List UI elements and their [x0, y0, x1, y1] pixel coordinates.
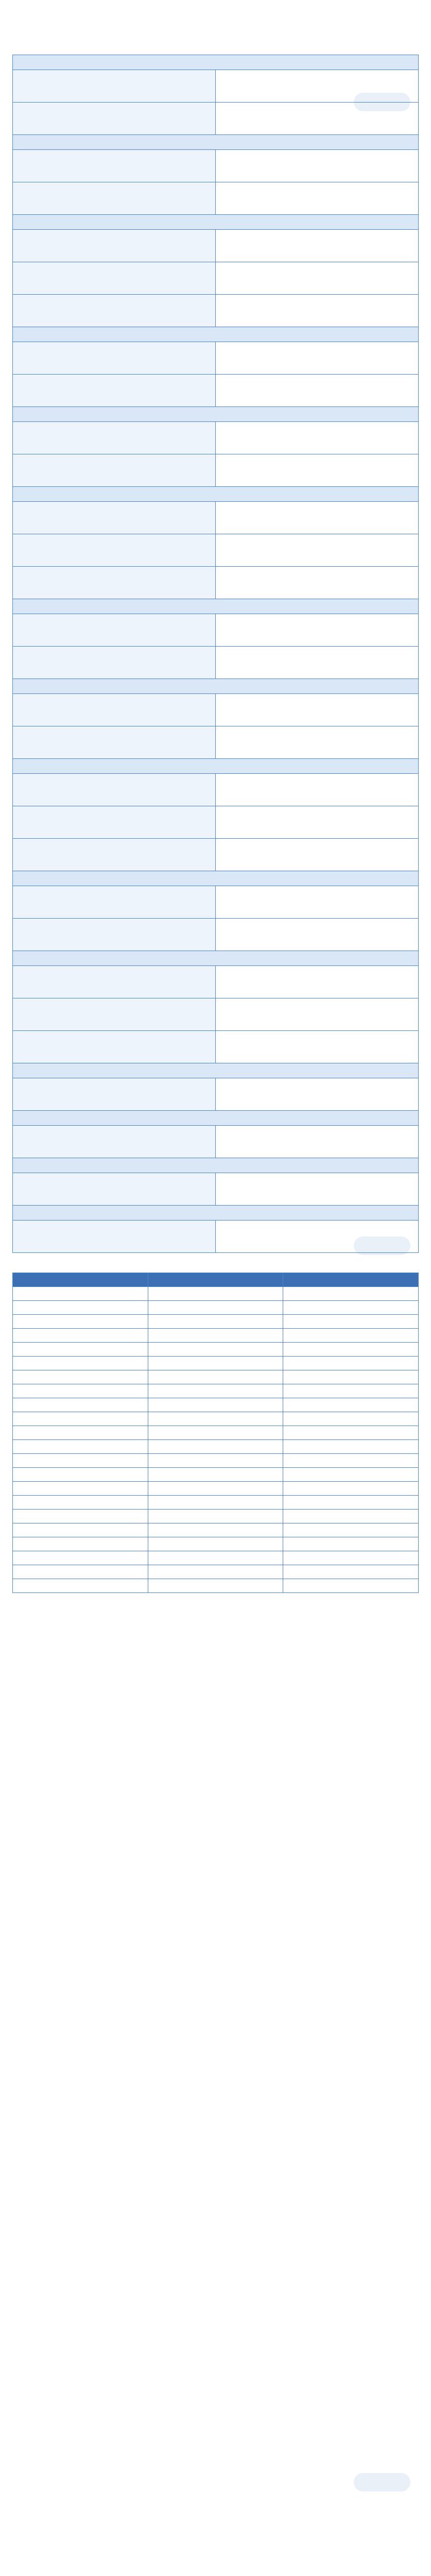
- change-row: [13, 1173, 419, 1206]
- change-type: [13, 70, 216, 103]
- change-row: [13, 150, 419, 182]
- rating-cell: [148, 1510, 283, 1523]
- chapter-cell: [13, 1412, 148, 1426]
- rating-cell: [148, 1537, 283, 1551]
- change-type: [13, 886, 216, 919]
- change-type: [13, 1173, 216, 1206]
- rating-cell: [148, 1482, 283, 1496]
- section-heading: [12, 30, 419, 38]
- watermark-logo: [354, 1236, 410, 1255]
- rating-cell: [283, 1329, 419, 1343]
- document-title: [12, 12, 419, 24]
- table-row: [13, 1412, 419, 1426]
- chapter-band: [13, 407, 419, 422]
- chapter-cell: [13, 1384, 148, 1398]
- body-paragraph: [12, 1613, 419, 1623]
- table-row: [13, 1329, 419, 1343]
- rating-cell: [148, 1454, 283, 1468]
- rating-cell: [283, 1468, 419, 1482]
- change-text: [216, 806, 419, 839]
- change-type: [13, 998, 216, 1031]
- table-row: [13, 1398, 419, 1412]
- chapter-cell: [13, 1343, 148, 1357]
- change-text: [216, 966, 419, 998]
- chapter-cell: [13, 1496, 148, 1510]
- change-type: [13, 150, 216, 182]
- table-row: [13, 1426, 419, 1440]
- change-type: [13, 182, 216, 215]
- rating-cell: [283, 1537, 419, 1551]
- chapter-title: [13, 679, 419, 694]
- rating-cell: [283, 1551, 419, 1565]
- table-row: [13, 1565, 419, 1579]
- chapter-cell: [13, 1468, 148, 1482]
- chapter-band: [13, 1063, 419, 1078]
- change-text: [216, 614, 419, 647]
- chapter-cell: [13, 1426, 148, 1440]
- rating-cell: [148, 1287, 283, 1301]
- change-type: [13, 1031, 216, 1063]
- chapter-cell: [13, 1301, 148, 1315]
- change-text: [216, 726, 419, 759]
- chapter-title: [13, 599, 419, 614]
- change-text: [216, 1031, 419, 1063]
- change-row: [13, 647, 419, 679]
- change-type: [13, 502, 216, 534]
- rating-cell: [148, 1579, 283, 1593]
- chapter-cell: [13, 1482, 148, 1496]
- change-text: [216, 567, 419, 599]
- body-paragraph: [12, 1626, 419, 1636]
- change-row: [13, 726, 419, 759]
- chapter-band: [13, 1111, 419, 1126]
- section-heading: [12, 1601, 419, 1609]
- change-row: [13, 614, 419, 647]
- table-row: [13, 1343, 419, 1357]
- change-type: [13, 422, 216, 454]
- change-type: [13, 534, 216, 567]
- chapter-cell: [13, 1440, 148, 1454]
- rating-cell: [148, 1468, 283, 1482]
- change-text: [216, 534, 419, 567]
- change-type: [13, 567, 216, 599]
- rating-cell: [283, 1315, 419, 1329]
- column-header: [283, 1273, 419, 1287]
- chapter-cell: [13, 1565, 148, 1579]
- chapter-cell: [13, 1537, 148, 1551]
- change-text: [216, 182, 419, 215]
- change-text: [216, 150, 419, 182]
- rating-cell: [283, 1301, 419, 1315]
- rating-cell: [283, 1357, 419, 1370]
- change-text: [216, 694, 419, 726]
- change-type: [13, 295, 216, 327]
- body-paragraph: [12, 1639, 419, 1650]
- chapter-title: [13, 407, 419, 422]
- chapter-title: [13, 215, 419, 230]
- change-text: [216, 262, 419, 295]
- chapter-title: [13, 1111, 419, 1126]
- table-row: [13, 1496, 419, 1510]
- rating-cell: [283, 1579, 419, 1593]
- table-row: [13, 1468, 419, 1482]
- rating-cell: [283, 1440, 419, 1454]
- chapter-title: [13, 487, 419, 502]
- table-row: [13, 1287, 419, 1301]
- chapter-cell: [13, 1579, 148, 1593]
- change-row: [13, 919, 419, 951]
- chapter-title: [13, 871, 419, 886]
- table-row: [13, 1551, 419, 1565]
- change-type: [13, 342, 216, 375]
- change-row: [13, 567, 419, 599]
- change-row: [13, 966, 419, 998]
- rating-cell: [148, 1551, 283, 1565]
- rating-cell: [283, 1565, 419, 1579]
- table-row: [13, 1384, 419, 1398]
- change-text: [216, 422, 419, 454]
- rating-cell: [148, 1426, 283, 1440]
- change-type: [13, 1078, 216, 1111]
- body-paragraph: [12, 1653, 419, 1663]
- change-type: [13, 262, 216, 295]
- change-row: [13, 1078, 419, 1111]
- watermark-logo: [354, 2473, 410, 2492]
- chapter-cell: [13, 1551, 148, 1565]
- chapter-band: [13, 327, 419, 342]
- chapter-cell: [13, 1287, 148, 1301]
- chapter-band: [13, 951, 419, 966]
- rating-cell: [148, 1440, 283, 1454]
- table-row: [13, 1454, 419, 1468]
- chapter-cell: [13, 1315, 148, 1329]
- chapter-band: [13, 871, 419, 886]
- chapter-title: [13, 759, 419, 774]
- change-row: [13, 694, 419, 726]
- change-text: [216, 295, 419, 327]
- change-text: [216, 919, 419, 951]
- change-type: [13, 726, 216, 759]
- change-type: [13, 966, 216, 998]
- rating-cell: [283, 1412, 419, 1426]
- change-type: [13, 614, 216, 647]
- change-row: [13, 295, 419, 327]
- rating-cell: [148, 1357, 283, 1370]
- chapter-cell: [13, 1454, 148, 1468]
- change-row: [13, 839, 419, 871]
- table-row: [13, 1357, 419, 1370]
- rating-cell: [283, 1496, 419, 1510]
- change-type: [13, 1126, 216, 1158]
- change-text: [216, 1126, 419, 1158]
- chapter-title: [13, 327, 419, 342]
- change-type: [13, 454, 216, 487]
- change-row: [13, 262, 419, 295]
- rating-cell: [148, 1565, 283, 1579]
- chapter-title: [13, 951, 419, 966]
- change-type: [13, 647, 216, 679]
- change-row: [13, 534, 419, 567]
- rating-cell: [283, 1287, 419, 1301]
- table-row: [13, 1440, 419, 1454]
- rating-cell: [283, 1482, 419, 1496]
- rating-cell: [148, 1384, 283, 1398]
- rating-cell: [283, 1370, 419, 1384]
- chapter-cell: [13, 1357, 148, 1370]
- change-type: [13, 103, 216, 135]
- rating-cell: [148, 1343, 283, 1357]
- body-paragraph: [12, 1666, 419, 1676]
- chapter-band: [13, 599, 419, 614]
- body-paragraph: [12, 1680, 419, 1690]
- rating-cell: [148, 1523, 283, 1537]
- chapter-band: [13, 215, 419, 230]
- rating-cell: [283, 1510, 419, 1523]
- change-type: [13, 806, 216, 839]
- rating-cell: [148, 1412, 283, 1426]
- rating-cell: [283, 1384, 419, 1398]
- change-row: [13, 1031, 419, 1063]
- rating-cell: [148, 1496, 283, 1510]
- change-text: [216, 647, 419, 679]
- chapter-cell: [13, 1329, 148, 1343]
- chapter-cell: [13, 1523, 148, 1537]
- change-type: [13, 774, 216, 806]
- table-row: [13, 1315, 419, 1329]
- chapter-band: [13, 1158, 419, 1173]
- change-row: [13, 422, 419, 454]
- rating-cell: [283, 1343, 419, 1357]
- change-type: [13, 375, 216, 407]
- column-header: [13, 1273, 148, 1287]
- change-row: [13, 502, 419, 534]
- chapter-title: [13, 1206, 419, 1221]
- chapter-band: [13, 1206, 419, 1221]
- change-type: [13, 694, 216, 726]
- rating-cell: [148, 1370, 283, 1384]
- change-row: [13, 342, 419, 375]
- chapter-band: [13, 759, 419, 774]
- table-row: [13, 1579, 419, 1593]
- change-text: [216, 230, 419, 262]
- change-type: [13, 1221, 216, 1253]
- change-text: [216, 342, 419, 375]
- change-text: [216, 502, 419, 534]
- chapter-cell: [13, 1398, 148, 1412]
- section-heading: [12, 1261, 419, 1269]
- change-text: [216, 998, 419, 1031]
- rating-cell: [283, 1398, 419, 1412]
- chapter-title: [13, 1158, 419, 1173]
- watermark-logo: [354, 93, 410, 111]
- chapter-band: [13, 135, 419, 150]
- rating-cell: [283, 1454, 419, 1468]
- rating-cell: [148, 1329, 283, 1343]
- chapter-band: [13, 55, 419, 70]
- change-row: [13, 1126, 419, 1158]
- rating-cell: [283, 1426, 419, 1440]
- change-row: [13, 230, 419, 262]
- change-row: [13, 886, 419, 919]
- table-row: [13, 1482, 419, 1496]
- column-header: [148, 1273, 283, 1287]
- change-row: [13, 375, 419, 407]
- change-text: [216, 886, 419, 919]
- chapter-rating-table: [12, 1273, 419, 1593]
- chapter-band: [13, 679, 419, 694]
- change-row: [13, 998, 419, 1031]
- rating-cell: [148, 1398, 283, 1412]
- rating-cell: [148, 1301, 283, 1315]
- change-text: [216, 1173, 419, 1206]
- table-row: [13, 1510, 419, 1523]
- change-text: [216, 774, 419, 806]
- change-text: [216, 454, 419, 487]
- table-row: [13, 1301, 419, 1315]
- change-type: [13, 230, 216, 262]
- closing-paragraphs: [12, 1613, 419, 1690]
- chapter-title: [13, 135, 419, 150]
- chapter-title: [13, 55, 419, 70]
- change-text: [216, 375, 419, 407]
- rating-cell: [283, 1523, 419, 1537]
- chapter-cell: [13, 1370, 148, 1384]
- change-text: [216, 1078, 419, 1111]
- change-type: [13, 919, 216, 951]
- table-row: [13, 1523, 419, 1537]
- chapter-band: [13, 487, 419, 502]
- change-type: [13, 839, 216, 871]
- table-row: [13, 1370, 419, 1384]
- chapter-title: [13, 1063, 419, 1078]
- changes-table: [12, 55, 419, 1253]
- chapter-cell: [13, 1510, 148, 1523]
- change-row: [13, 454, 419, 487]
- change-text: [216, 839, 419, 871]
- change-row: [13, 182, 419, 215]
- rating-cell: [148, 1315, 283, 1329]
- intro-paragraph: [12, 41, 419, 52]
- change-row: [13, 806, 419, 839]
- table-row: [13, 1537, 419, 1551]
- change-row: [13, 774, 419, 806]
